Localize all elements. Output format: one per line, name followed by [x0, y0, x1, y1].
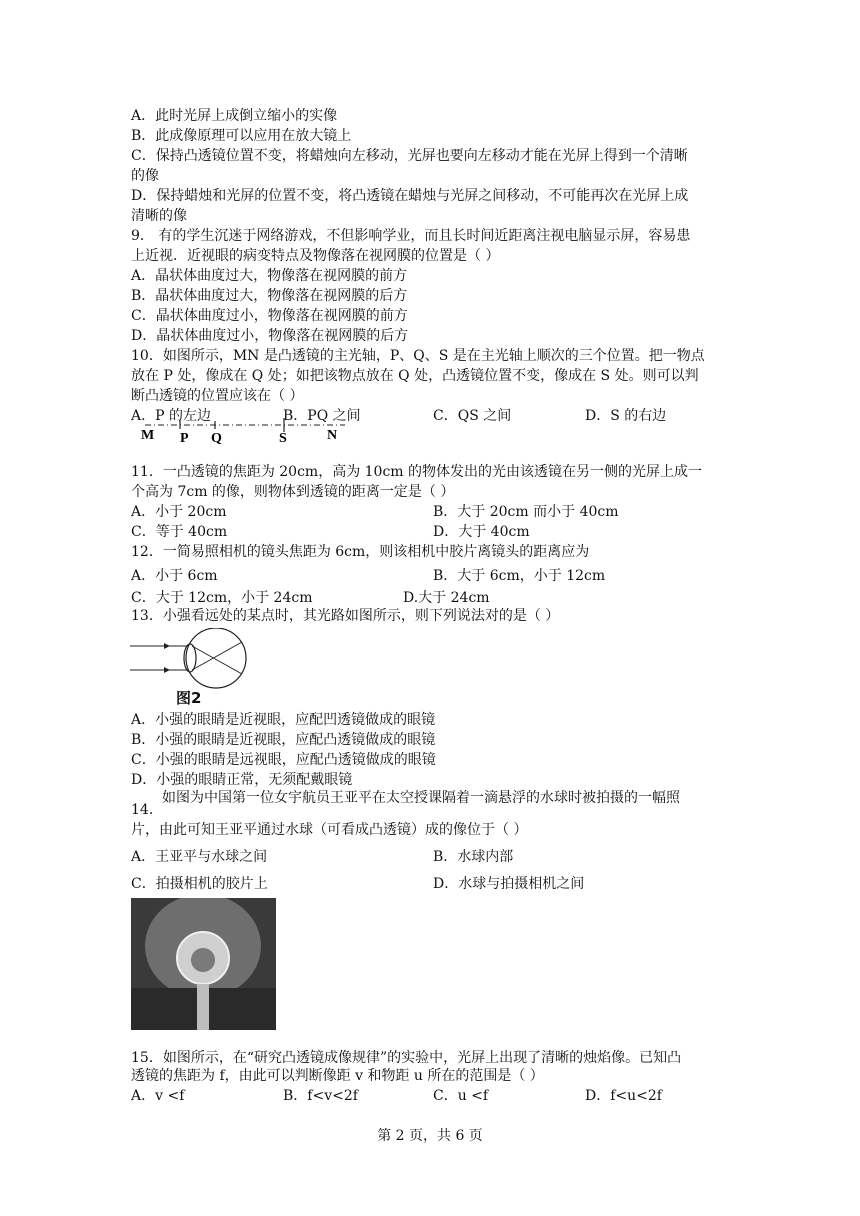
- q13-option-d: D．小强的眼睛正常，无须配戴眼镜: [131, 772, 353, 788]
- q12-stem: 12．一简易照相机的镜头焦距为 6cm，则该相机中胶片离镜头的距离应为: [131, 544, 590, 560]
- photo-illustration: [131, 898, 276, 1030]
- q13-option-c: C．小强的眼睛是远视眼，应配凸透镜做成的眼镜: [131, 752, 436, 768]
- q12-option-d: D.大于 24cm: [403, 590, 490, 606]
- q14-stem-line1: 如图为中国第一位女宇航员王亚平在太空授课隔着一滴悬浮的水球时被拍摄的一幅照: [162, 790, 680, 806]
- q15-option-d: D．f<u<2f: [585, 1088, 662, 1104]
- q9-option-d: D．晶状体曲度过小，物像落在视网膜的后方: [131, 328, 409, 344]
- q15-option-b: B．f<v<2f: [283, 1088, 358, 1104]
- q11-option-a: A．小于 20cm: [131, 504, 227, 520]
- q10-stem-line2: 放在 P 处，像成在 Q 处；如把该物点放在 Q 处，凸透镜位置不变，像成在 S 处。则可以判: [131, 368, 699, 384]
- q13-option-a: A．小强的眼睛是近视眼，应配凹透镜做成的眼镜: [131, 712, 436, 728]
- q11-option-c: C．等于 40cm: [131, 524, 228, 540]
- q8-option-d-line1: D．保持蜡烛和光屏的位置不变，将凸透镜在蜡烛与光屏之间移动，不可能再次在光屏上成: [131, 188, 689, 204]
- q13-option-b: B．小强的眼睛是近视眼，应配凸透镜做成的眼镜: [131, 732, 436, 748]
- q10-option-c: C．QS 之间: [433, 408, 512, 424]
- q14-option-d: D．水球与拍摄相机之间: [433, 876, 585, 892]
- label-s: S: [279, 431, 287, 446]
- q9-option-b: B．晶状体曲度过大，物像落在视网膜的后方: [131, 288, 408, 304]
- page-footer: 第 2 页，共 6 页: [377, 1128, 483, 1144]
- q13-eye-diagram: [130, 628, 250, 690]
- q14-number: 14．: [131, 802, 163, 818]
- eyeball-outline: [186, 628, 246, 688]
- q10-stem-line1: 10．如图所示，MN 是凸透镜的主光轴，P、Q、S 是在主光轴上顺次的三个位置。把一物点: [131, 348, 705, 364]
- q13-stem: 13．小强看远处的某点时，其光路如图所示，则下列说法对的是（ ）: [131, 608, 560, 624]
- ring-holder: [197, 984, 209, 1030]
- q14-option-c: C．拍摄相机的胶片上: [131, 876, 268, 892]
- q11-option-d: D．大于 40cm: [433, 524, 530, 540]
- q11-stem-line2: 个高为 7cm 的像，则物体到透镜的距离一定是（ ）: [131, 484, 455, 500]
- q15-option-a: A．v <f: [131, 1088, 185, 1104]
- arrow-icon: [164, 643, 170, 649]
- q13-figure-label: 图2: [176, 689, 202, 707]
- q12-option-c: C．大于 12cm，小于 24cm: [131, 590, 313, 606]
- q10-stem-line3: 断凸透镜的位置应该在（ ）: [131, 388, 304, 404]
- q9-option-a: A．晶状体曲度过大，物像落在视网膜的前方: [131, 268, 408, 284]
- label-p: P: [180, 431, 189, 446]
- q14-stem-line2: 片，由此可知王亚平通过水球（可看成凸透镜）成的像位于（ ）: [131, 822, 528, 838]
- q14-water-ball-photo: [131, 898, 276, 1030]
- label-n: N: [327, 428, 338, 443]
- q10-option-d: D．S 的右边: [585, 408, 667, 424]
- refracted-ray-bottom: [192, 642, 242, 670]
- arrow-icon: [164, 667, 170, 673]
- q9-stem-line2: 上近视．近视眼的病变特点及物像落在视网膜的位置是（ ）: [131, 248, 500, 264]
- inverted-image: [191, 948, 215, 972]
- q10-axis-diagram: [135, 418, 355, 446]
- q8-option-c-line2: 的像: [131, 168, 159, 184]
- q12-option-a: A．小于 6cm: [131, 568, 218, 584]
- label-m: M: [141, 428, 155, 443]
- q8-option-b: B．此成像原理可以应用在放大镜上: [131, 128, 352, 144]
- q12-option-b: B．大于 6cm，小于 12cm: [433, 568, 606, 584]
- q9-option-c: C．晶状体曲度过小，物像落在视网膜的前方: [131, 308, 408, 324]
- q9-stem-line1: 9． 有的学生沉迷于网络游戏，不但影响学业，而且长时间近距离注视电脑显示屏，容易患: [131, 228, 691, 244]
- q8-option-c-line1: C．保持凸透镜位置不变，将蜡烛向左移动，光屏也要向左移动才能在光屏上得到一个清晰: [131, 148, 688, 164]
- q8-option-d-line2: 清晰的像: [131, 208, 187, 224]
- q8-option-a: A．此时光屏上成倒立缩小的实像: [131, 108, 338, 124]
- q11-option-b: B．大于 20cm 而小于 40cm: [433, 504, 619, 520]
- q11-stem-line1: 11．一凸透镜的焦距为 20cm，高为 10cm 的物体发出的光由该透镜在另一侧的光屏上成一: [131, 464, 703, 480]
- label-q: Q: [211, 431, 222, 446]
- q10-option-b: B．PQ 之间: [283, 408, 361, 424]
- refracted-ray-top: [192, 646, 242, 674]
- q10-option-a: A．P 的左边: [131, 408, 211, 424]
- q15-stem-line1: 15．如图所示，在“研究凸透镜成像规律”的实验中，光屏上出现了清晰的烛焰像。已知凸: [131, 1050, 682, 1066]
- q14-option-b: B．水球内部: [433, 849, 514, 865]
- q14-option-a: A．王亚平与水球之间: [131, 849, 268, 865]
- q15-stem-line2: 透镜的焦距为 f，由此可以判断像距 v 和物距 u 所在的范围是（ ）: [131, 1068, 544, 1084]
- q15-option-c: C．u <f: [433, 1088, 489, 1104]
